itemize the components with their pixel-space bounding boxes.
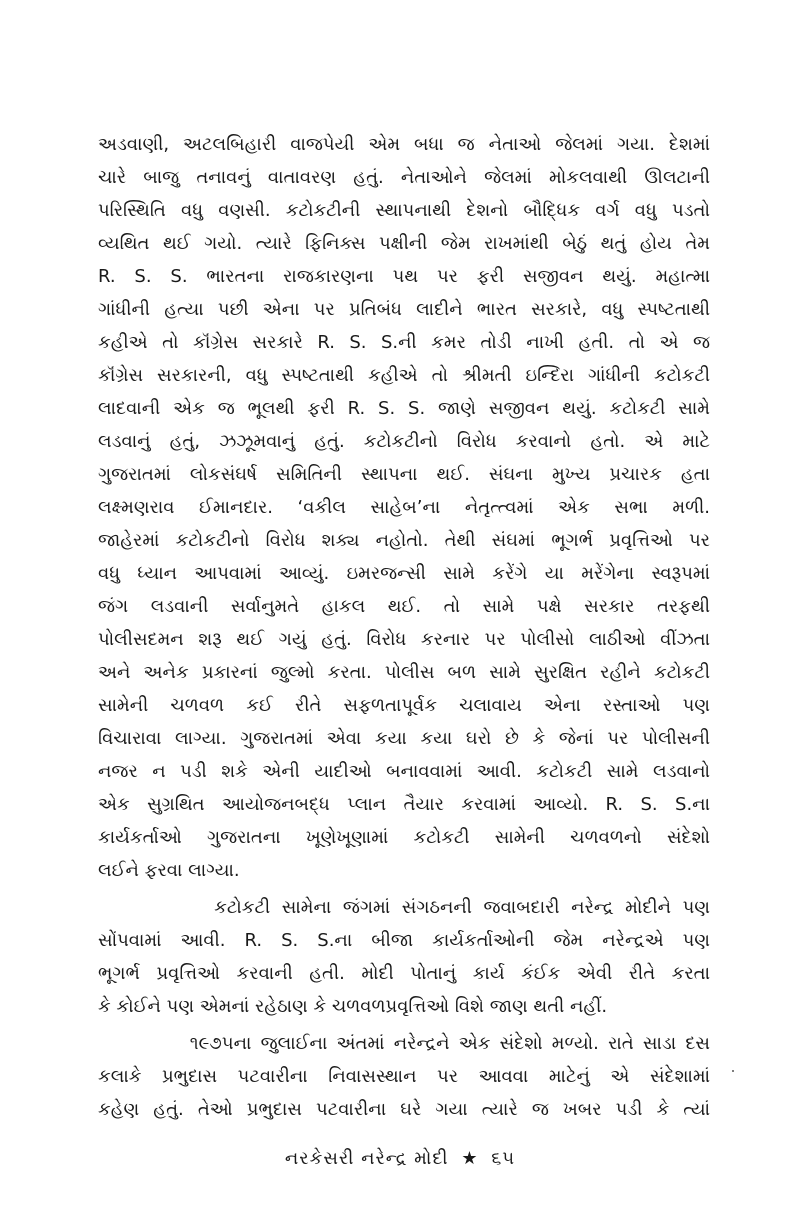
print-speck [732, 1070, 734, 1072]
running-title: નરકેસરી નરેન્દ્ર મોદી [284, 1148, 449, 1169]
text-line: ગુજરાતમાં લોકસંઘર્ષ સમિતિની સ્થાપના થઈ. સંઘના મુખ્ય પ્રચારક હતા [98, 464, 710, 485]
text-line: જંગ લડવાની સર્વાનુમતે હાકલ થઈ. તો સામે પક્ષે સરકાર તરફથી [98, 596, 710, 617]
text-line: R. S. S. ભારતના રાજકારણના પથ પર ફરી સજીવન થયું. મહાત્મા [98, 266, 710, 287]
text-line: વિચારાવા લાગ્યા. ગુજરાતમાં એવા કયા કયા ઘરો છે કે જેનાં પર પોલીસની [98, 728, 710, 749]
text-line: લાદવાની એક જ ભૂલથી ફરી R. S. S. જાણે સજીવન થયું. કટોકટી સામે [98, 398, 710, 419]
text-line: ભૂગર્ભ પ્રવૃત્તિઓ કરવાની હતી. મોદી પોતાનું કાર્ય કંઈક એવી રીતે કરતા [98, 963, 710, 984]
text-line: લક્ષ્મણરાવ ઈમાનદાર. ‘વકીલ સાહેબ’ના નેતૃત્ત્વમાં એક સભા મળી. [98, 497, 710, 518]
text-line: એક સુગ્રથિત આયોજનબદ્ધ પ્લાન તૈયાર કરવામાં આવ્યો. R. S. S.ના [98, 794, 710, 815]
page-number: ૬૫ [491, 1148, 516, 1169]
text-line: કલાકે પ્રભુદાસ પટવારીના નિવાસસ્થાન પર આવવા માટેનું એ સંદેશામાં [98, 1066, 710, 1087]
paragraph-2 [98, 891, 710, 1023]
text-line: લડવાનું હતું, ઝઝૂમવાનું હતું. કટોકટીનો વિરોધ કરવાનો હતો. એ માટે [98, 431, 710, 452]
text-line: અને અનેક પ્રકારનાં જુલ્મો કરતા. પોલીસ બળ સામે સુરક્ષિત રહીને કટોકટી [98, 662, 710, 683]
text-line: પરિસ્થિતિ વધુ વણસી. કટોકટીની સ્થાપનાથી દેશનો બૌદ્ધિક વર્ગ વધુ પડતો [98, 200, 710, 221]
text-line: લઈને ફરવા લાગ્યા. [98, 860, 240, 881]
text-line: સામેની ચળવળ કઈ રીતે સફળતાપૂર્વક ચલાવાય એના રસ્તાઓ પણ [98, 695, 710, 716]
text-line: કાર્યકર્તાઓ ગુજરાતના ખૂણેખૂણામાં કટોકટી સામેની ચળવળનો સંદેશો [98, 827, 710, 848]
text-line: ૧૯૭૫ના જુલાઈના અંતમાં નરેન્દ્રને એક સંદેશો મળ્યો. રાતે સાડા દસ [98, 1033, 710, 1054]
text-line: ચારે બાજુ તનાવનું વાતાવરણ હતું. નેતાઓને જેલમાં મોકલવાથી ઊલટાની [98, 167, 710, 188]
text-line: પોલીસદમન શરૂ થઈ ગયું હતું. વિરોધ કરનાર પર પોલીસો લાઠીઓ વીંઝતા [98, 629, 710, 650]
text-line: નજર ન પડી શકે એની યાદીઓ બનાવવામાં આવી. કટોકટી સામે લડવાનો [98, 761, 710, 782]
star-icon: ★ [461, 1148, 479, 1169]
text-line: વધુ ધ્યાન આપવામાં આવ્યું. ઇમરજન્સી સામે કરેંગે યા મરેંગેના સ્વરૂપમાં [98, 563, 710, 584]
text-line: કહીએ તો કૉંગ્રેસ સરકારે R. S. S.ની કમર તોડી નાખી હતી. તો એ જ [98, 332, 710, 353]
page-footer [0, 1148, 800, 1169]
text-line: સોંપવામાં આવી. R. S. S.ના બીજા કાર્યકર્તાઓની જેમ નરેન્દ્રએ પણ [98, 930, 710, 951]
paragraph-3 [98, 1027, 710, 1126]
text-line: ગાંધીની હત્યા પછી એના પર પ્રતિબંધ લાદીને ભારત સરકારે, વધુ સ્પષ્ટતાથી [98, 299, 710, 320]
text-line: વ્યથિત થઈ ગયો. ત્યારે ફિનિક્સ પક્ષીની જેમ રાખમાંથી બેઠું થતું હોય તેમ [98, 233, 710, 254]
body-text [98, 128, 710, 1126]
text-line: કૉંગ્રેસ સરકારની, વધુ સ્પષ્ટતાથી કહીએ તો શ્રીમતી ઇન્દિરા ગાંધીની કટોકટી [98, 365, 710, 386]
paragraph-1 [98, 128, 710, 887]
text-line: જાહેરમાં કટોકટીનો વિરોધ શક્ય નહોતો. તેથી સંઘમાં ભૂગર્ભ પ્રવૃત્તિઓ પર [98, 530, 710, 551]
text-line: અડવાણી, અટલબિહારી વાજપેયી એમ બધા જ નેતાઓ જેલમાં ગયા. દેશમાં [98, 134, 710, 155]
text-line: કહેણ હતું. તેઓ પ્રભુદાસ પટવારીના ઘરે ગયા ત્યારે જ ખબર પડી કે ત્યાં [98, 1099, 710, 1120]
text-line: કટોકટી સામેના જંગમાં સંગઠનની જવાબદારી નરેન્દ્ર મોદીને પણ [98, 897, 710, 918]
text-line: કે કોઈને પણ એમનાં રહેઠાણ કે ચળવળપ્રવૃત્તિઓ વિશે જાણ થતી નહીં. [98, 996, 608, 1017]
